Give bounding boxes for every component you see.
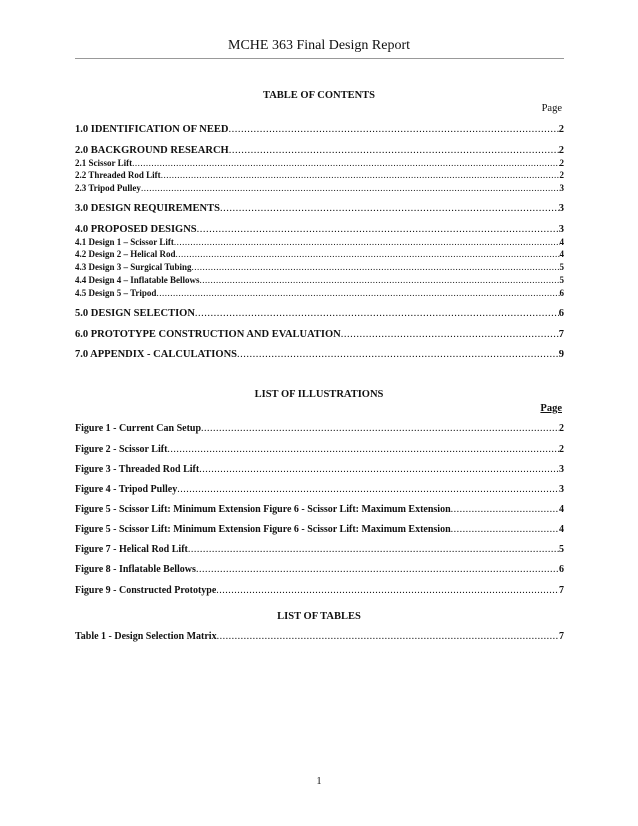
toc-entry-page: 5 — [559, 262, 564, 272]
leader-dots — [177, 484, 559, 495]
leader-dots — [220, 203, 559, 214]
toc-entry[interactable] — [75, 349, 564, 360]
figure-entry-label: Figure 8 - Inflatable Bellows — [75, 564, 196, 575]
figure-entry[interactable] — [75, 464, 564, 475]
figure-entry-page: 4 — [559, 504, 564, 515]
toc-entry-label: 4.5 Design 5 – Tripod — [75, 288, 157, 298]
leader-dots — [229, 145, 559, 156]
toc-entry-page: 2 — [558, 145, 564, 156]
leader-dots — [195, 308, 559, 319]
figure-entry-label: Figure 5 - Scissor Lift: Minimum Extension Figure 6 - Scissor Lift: Maximum Extension — [75, 504, 451, 515]
toc-entry-label: 4.0 PROPOSED DESIGNS — [75, 224, 197, 235]
leader-dots — [201, 423, 559, 434]
toc-entry[interactable] — [75, 124, 564, 135]
figure-entry-label: Figure 2 - Scissor Lift — [75, 444, 168, 455]
figure-entry-page: 7 — [559, 585, 564, 596]
figure-entry-page: 4 — [559, 524, 564, 535]
toc-page-label: Page — [541, 103, 562, 114]
leader-dots — [451, 524, 559, 535]
toc-entry-label: 2.1 Scissor Lift — [75, 158, 133, 168]
toc-entry[interactable] — [75, 308, 564, 319]
toc-entry-label: 4.4 Design 4 – Inflatable Bellows — [75, 275, 200, 285]
figure-entry[interactable] — [75, 423, 564, 434]
leader-dots — [174, 237, 560, 247]
toc-entry-page: 3 — [558, 203, 564, 214]
figure-entry-label: Figure 5 - Scissor Lift: Minimum Extension Figure 6 - Scissor Lift: Maximum Extension — [75, 524, 451, 535]
figure-entry[interactable] — [75, 484, 564, 495]
toc-entry-page: 9 — [558, 349, 564, 360]
figure-entry-page: 6 — [559, 564, 564, 575]
document-header: MCHE 363 Final Design Report — [228, 38, 410, 53]
toc-entry[interactable] — [75, 203, 564, 214]
figure-entry[interactable] — [75, 524, 564, 535]
toc-entry[interactable] — [75, 224, 564, 235]
figure-entry-label: Figure 7 - Helical Rod Lift — [75, 544, 188, 555]
toc-entry-label: 4.1 Design 1 – Scissor Lift — [75, 237, 174, 247]
leader-dots — [341, 329, 559, 340]
toc-entry-page: 7 — [558, 329, 564, 340]
toc-entry-label: 5.0 DESIGN SELECTION — [75, 308, 195, 319]
leader-dots — [156, 288, 559, 298]
figure-entry-page: 2 — [559, 423, 564, 434]
toc-entry-page: 6 — [558, 308, 564, 319]
toc-entry-label: 6.0 PROTOTYPE CONSTRUCTION AND EVALUATION — [75, 329, 341, 340]
illustrations-page-label: Page — [540, 403, 562, 414]
toc-entry-page: 5 — [559, 275, 564, 285]
toc-entry[interactable] — [75, 288, 564, 298]
toc-entry[interactable] — [75, 249, 564, 259]
figure-entry[interactable] — [75, 444, 564, 455]
toc-entry[interactable] — [75, 329, 564, 340]
toc-entry-label: 7.0 APPENDIX - CALCULATIONS — [75, 349, 237, 360]
leader-dots — [451, 504, 559, 515]
figure-entry[interactable] — [75, 544, 564, 555]
toc-entry[interactable] — [75, 262, 564, 272]
toc-entry-label: 2.3 Tripod Pulley — [75, 183, 141, 193]
leader-dots — [167, 444, 559, 455]
header-rule — [75, 58, 564, 59]
figure-entry[interactable] — [75, 504, 564, 515]
table-entry-label: Table 1 - Design Selection Matrix — [75, 631, 217, 642]
toc-entry-label: 3.0 DESIGN REQUIREMENTS — [75, 203, 220, 214]
toc-entry-page: 4 — [559, 249, 564, 259]
toc-entry-page: 2 — [559, 158, 564, 168]
leader-dots — [217, 631, 559, 642]
leader-dots — [200, 275, 560, 285]
toc-entry-label: 2.2 Threaded Rod Lift — [75, 170, 161, 180]
figure-entry[interactable] — [75, 564, 564, 575]
leader-dots — [228, 124, 558, 135]
figure-entry-label: Figure 1 - Current Can Setup — [75, 423, 202, 434]
table-entry-page: 7 — [559, 631, 564, 642]
leader-dots — [161, 170, 560, 180]
leader-dots — [197, 224, 559, 235]
figure-entry-label: Figure 4 - Tripod Pulley — [75, 484, 178, 495]
toc-entry-label: 4.2 Design 2 – Helical Rod — [75, 249, 176, 259]
table-entry[interactable] — [75, 631, 564, 642]
figure-entry-page: 5 — [559, 544, 564, 555]
toc-entry[interactable] — [75, 183, 564, 193]
leader-dots — [132, 158, 559, 168]
figure-entry-label: Figure 3 - Threaded Rod Lift — [75, 464, 200, 475]
leader-dots — [237, 349, 559, 360]
figure-entry-page: 3 — [559, 464, 564, 475]
illustrations-heading: LIST OF ILLUSTRATIONS — [254, 389, 384, 400]
toc-entry-label: 4.3 Design 3 – Surgical Tubing — [75, 262, 192, 272]
figure-entry-page: 3 — [559, 484, 564, 495]
leader-dots — [196, 564, 559, 575]
leader-dots — [192, 262, 560, 272]
toc-entry[interactable] — [75, 275, 564, 285]
toc-entry-label: 2.0 BACKGROUND RESEARCH — [75, 145, 229, 156]
toc-entry-page: 3 — [559, 183, 564, 193]
tables-heading: LIST OF TABLES — [277, 611, 361, 622]
toc-entry-page: 2 — [558, 124, 564, 135]
toc-entry-label: 1.0 IDENTIFICATION OF NEED — [75, 124, 229, 135]
leader-dots — [216, 585, 559, 596]
figure-entry[interactable] — [75, 585, 564, 596]
toc-entry-page: 4 — [559, 237, 564, 247]
toc-entry-page: 6 — [559, 288, 564, 298]
toc-heading: TABLE OF CONTENTS — [262, 90, 376, 101]
toc-entry[interactable] — [75, 145, 564, 156]
figure-entry-page: 2 — [559, 444, 564, 455]
page-number: 1 — [316, 776, 322, 787]
figure-entry-label: Figure 9 - Constructed Prototype — [75, 585, 217, 596]
toc-entry[interactable] — [75, 158, 564, 168]
leader-dots — [199, 464, 559, 475]
leader-dots — [176, 249, 560, 259]
leader-dots — [188, 544, 559, 555]
toc-entry-page: 2 — [559, 170, 564, 180]
leader-dots — [141, 183, 560, 193]
toc-entry[interactable] — [75, 237, 564, 247]
toc-entry-page: 3 — [558, 224, 564, 235]
toc-entry[interactable] — [75, 170, 564, 180]
